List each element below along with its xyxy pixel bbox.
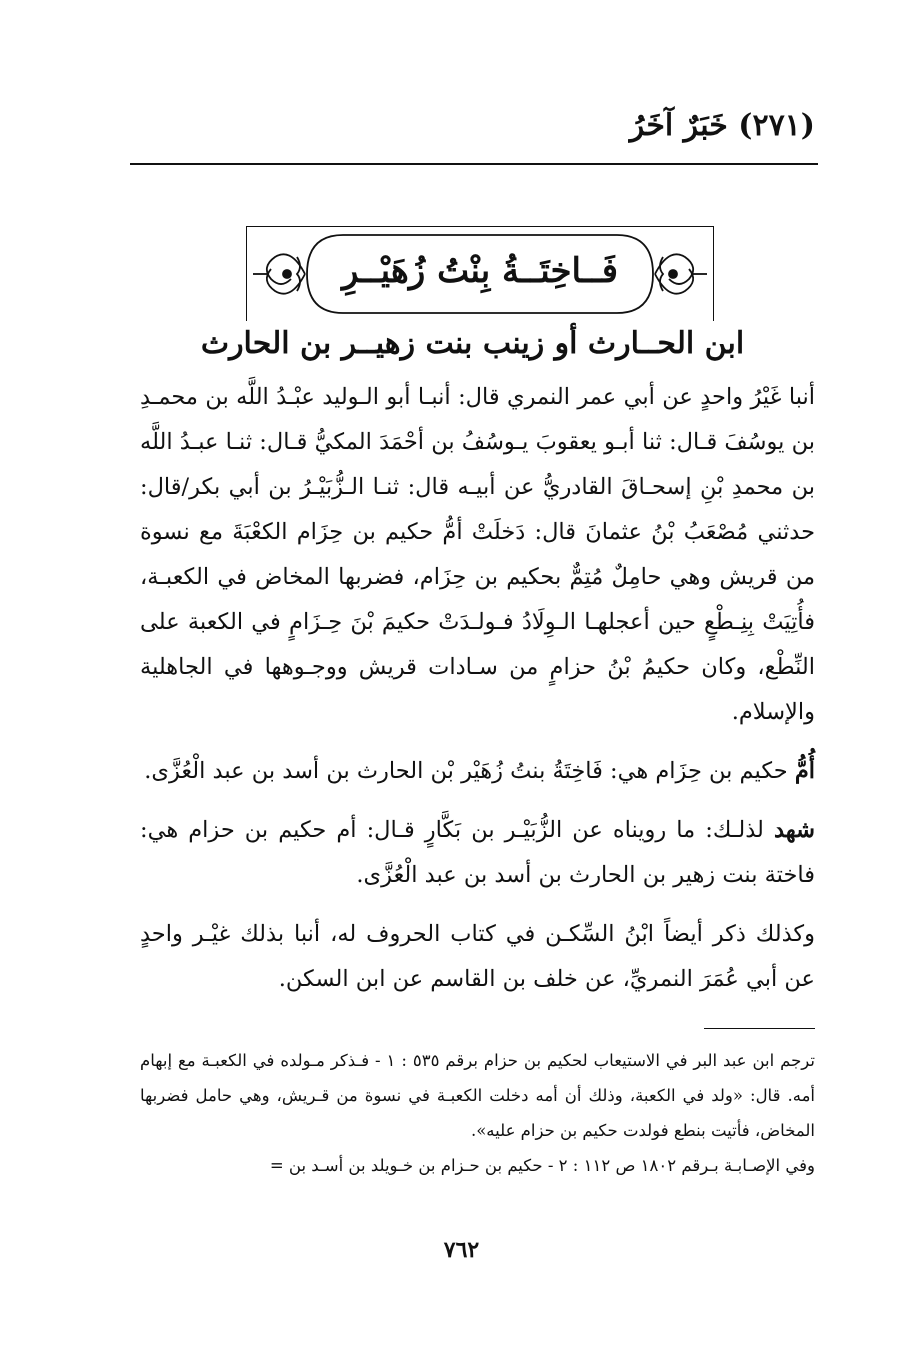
entry-title-frame <box>246 226 714 321</box>
paragraph <box>140 375 815 735</box>
footnotes <box>140 1043 815 1183</box>
main-text <box>140 375 815 1002</box>
paragraph <box>140 912 815 1002</box>
footnote-line: وفي الإصـابـة بـرقم ١٨٠٢ ص ١١٢ : ٢ - حكيم بن حـزام بن خـويلد بن أسـد بن = <box>269 1156 815 1175</box>
running-title: (٢٧١) خَبَرٌ آخَرُ <box>629 108 815 143</box>
footnote-rule <box>704 1028 815 1029</box>
paragraph-text: حكيم بن حِزَام هي: فَاخِتَةُ بنتُ زُهَيْر بْن الحارث بن أسد بن عبد الْعُزَّى. <box>144 758 788 784</box>
paragraph <box>140 808 815 898</box>
paragraph-lead: أُمُّ <box>794 758 815 784</box>
paragraph-text: وكذلك ذكر أيضاً ابْنُ السِّكـن في كتاب الحروف له، أنبا بذلك غيْـر واحدٍ عن أبي عُمَرَ النمريِّ، عن خلف بن القاسم عن ابن السكن. <box>140 921 815 992</box>
footnote-line: ترجم ابن عبد البر في الاستيعاب لحكيم بن حزام برقم ٥٣٥ : ١ - فـذكر مـولده في الكعبـة مع إبهام أمه. قال: «ولد في الكعبة، وذلك أن أمه دخلت الكعبـة في نسوة من قـريش، وهي حامل فضربها المخاض، فأتيت بنطع فولدت حكيم بن حزام عليه». <box>140 1051 815 1140</box>
entry-subtitle: ابن الحــارث أو زينب بنت زهيــر بن الحارث <box>200 326 745 361</box>
paragraph-text: لذلـك: ما رويناه عن الزُّبَيْـر بن بَكَّارٍ قـال: أم حكيم بن حزام هي: فاختة بنت زهير بن الحارث بن أسد بن عبد الْعُزَّى. <box>140 817 815 888</box>
page-number: ٧٦٢ <box>443 1237 480 1263</box>
header-rule <box>130 163 818 165</box>
paragraph <box>140 749 815 794</box>
entry-name: فَــاخِتَــةُ بِنْتُ زُهَيْــرِ <box>341 251 619 291</box>
paragraph-lead: شهد <box>773 817 815 843</box>
paragraph-text: أنبا غَيْرُ واحدٍ عن أبي عمر النمري قال: أنبـا أبو الـوليد عبْـدُ اللَّه بن محمـدِ بن يوسُفَ قـال: ثنا أبـو يعقوبَ يـوسُفُ بن أحْمَدَ المكيُّ قـال: ثنـا عبـدُ اللَّه بن محمدِ بْنِ إسحـاقَ القادريُّ عن أبيـه قال: ثنـا الـزُّبَيْـرُ بن أبي بكر/قال: حدثني مُصْعَبُ بْنُ عثمانَ قال: دَخلَتْ أمُّ حكيم بن حِزَام الكعْبَةَ مع نسوة من قريش وهي حامِلٌ مُتِمٌّ بحكيم بن حِزَام، فضربها المخاض في الكعبـة، فأُتِيَتْ بِنِـطْعٍ حين أعجلهـا الـوِلَادُ فـولـدَتْ حكيمَ بْنَ حِـزَامٍ في الكعبة على النِّطْع، وكان حكيمُ بْنُ حزامٍ من سـادات قريش ووجـوهها في الجاهلية والإسلام. <box>140 384 815 725</box>
